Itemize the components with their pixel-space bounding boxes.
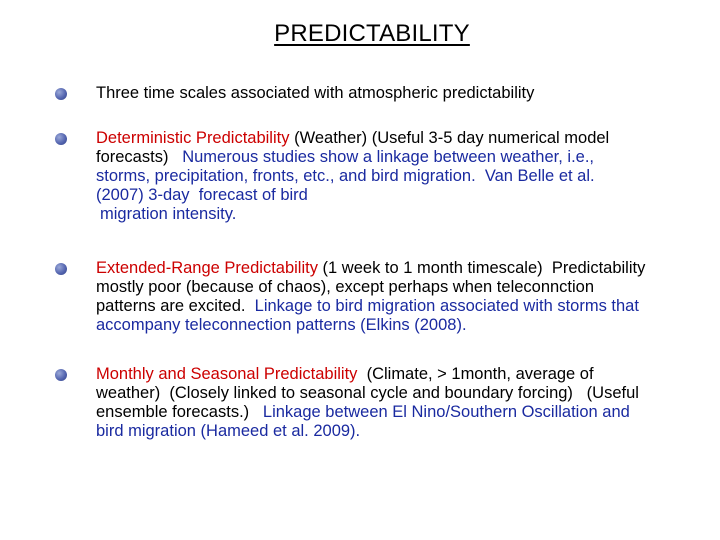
bullet-text-segment: patterns are excited.: [96, 297, 246, 315]
bullet-text-segment: migration intensity.: [100, 205, 237, 223]
bullet-text-segment: (Climate, > 1month, average of: [357, 365, 594, 383]
slide-title: PREDICTABILITY: [274, 20, 470, 47]
bullet-line: [96, 384, 696, 403]
bullet-dot-icon: [55, 133, 67, 145]
bullet-text: [96, 84, 696, 103]
bullet-line: [96, 365, 696, 384]
bullet-text-segment: Linkage between El Nino/Southern Oscillation and: [249, 403, 630, 421]
bullet-line: [96, 148, 696, 167]
bullet-line: [96, 167, 696, 186]
bullet-text-segment: ensemble forecasts.): [96, 403, 250, 421]
bullet-text-segment: Monthly and Seasonal Predictability: [96, 365, 358, 383]
bullet-text-segment: accompany teleconnection patterns (Elkins (2008).: [96, 316, 467, 334]
bullet-text-segment: Linkage to bird migration associated with storms that: [245, 297, 639, 315]
bullet-text-segment: mostly poor (because of chaos), except perhaps when teleconnction: [96, 278, 595, 296]
bullet-text-segment: Extended-Range Predictability: [96, 259, 318, 277]
bullet-line: [96, 205, 696, 224]
bullet-line: [96, 278, 696, 297]
bullet-text-segment: storms, precipitation, fronts, etc., and bird migration. Van Belle et al.: [96, 167, 595, 185]
bullet-text-segment: forecasts): [96, 148, 169, 166]
bullet-text: [96, 259, 696, 335]
bullet-line: [96, 422, 696, 441]
bullet-line: [96, 186, 696, 205]
bullet-text-segment: bird migration (Hameed et al. 2009).: [96, 422, 361, 440]
bullet-line: [96, 297, 696, 316]
bullet-dot-icon: [55, 369, 67, 381]
bullet-dot-icon: [55, 263, 67, 275]
bullet-text-segment: (Weather) (Useful 3-5 day numerical model: [289, 129, 610, 147]
bullet-text: [96, 365, 696, 441]
bullet-text-segment: Three time scales associated with atmospheric predictability: [96, 84, 535, 102]
bullet-text-segment: Numerous studies show a linkage between weather, i.e.,: [168, 148, 595, 166]
bullet-text-segment: (2007) 3-day forecast of bird: [96, 186, 308, 204]
bullet-line: [96, 84, 696, 103]
bullet-text-segment: Deterministic Predictability: [96, 129, 290, 147]
bullet-line: [96, 129, 696, 148]
bullet-line: [96, 259, 696, 278]
bullet-text: [96, 129, 696, 224]
bullet-text-segment: (1 week to 1 month timescale) Predictability: [317, 259, 646, 277]
bullet-text-segment: weather) (Closely linked to seasonal cycle and boundary forcing) (Useful: [96, 384, 639, 402]
bullet-dot-icon: [55, 88, 67, 100]
bullet-line: [96, 316, 696, 335]
bullet-line: [96, 403, 696, 422]
